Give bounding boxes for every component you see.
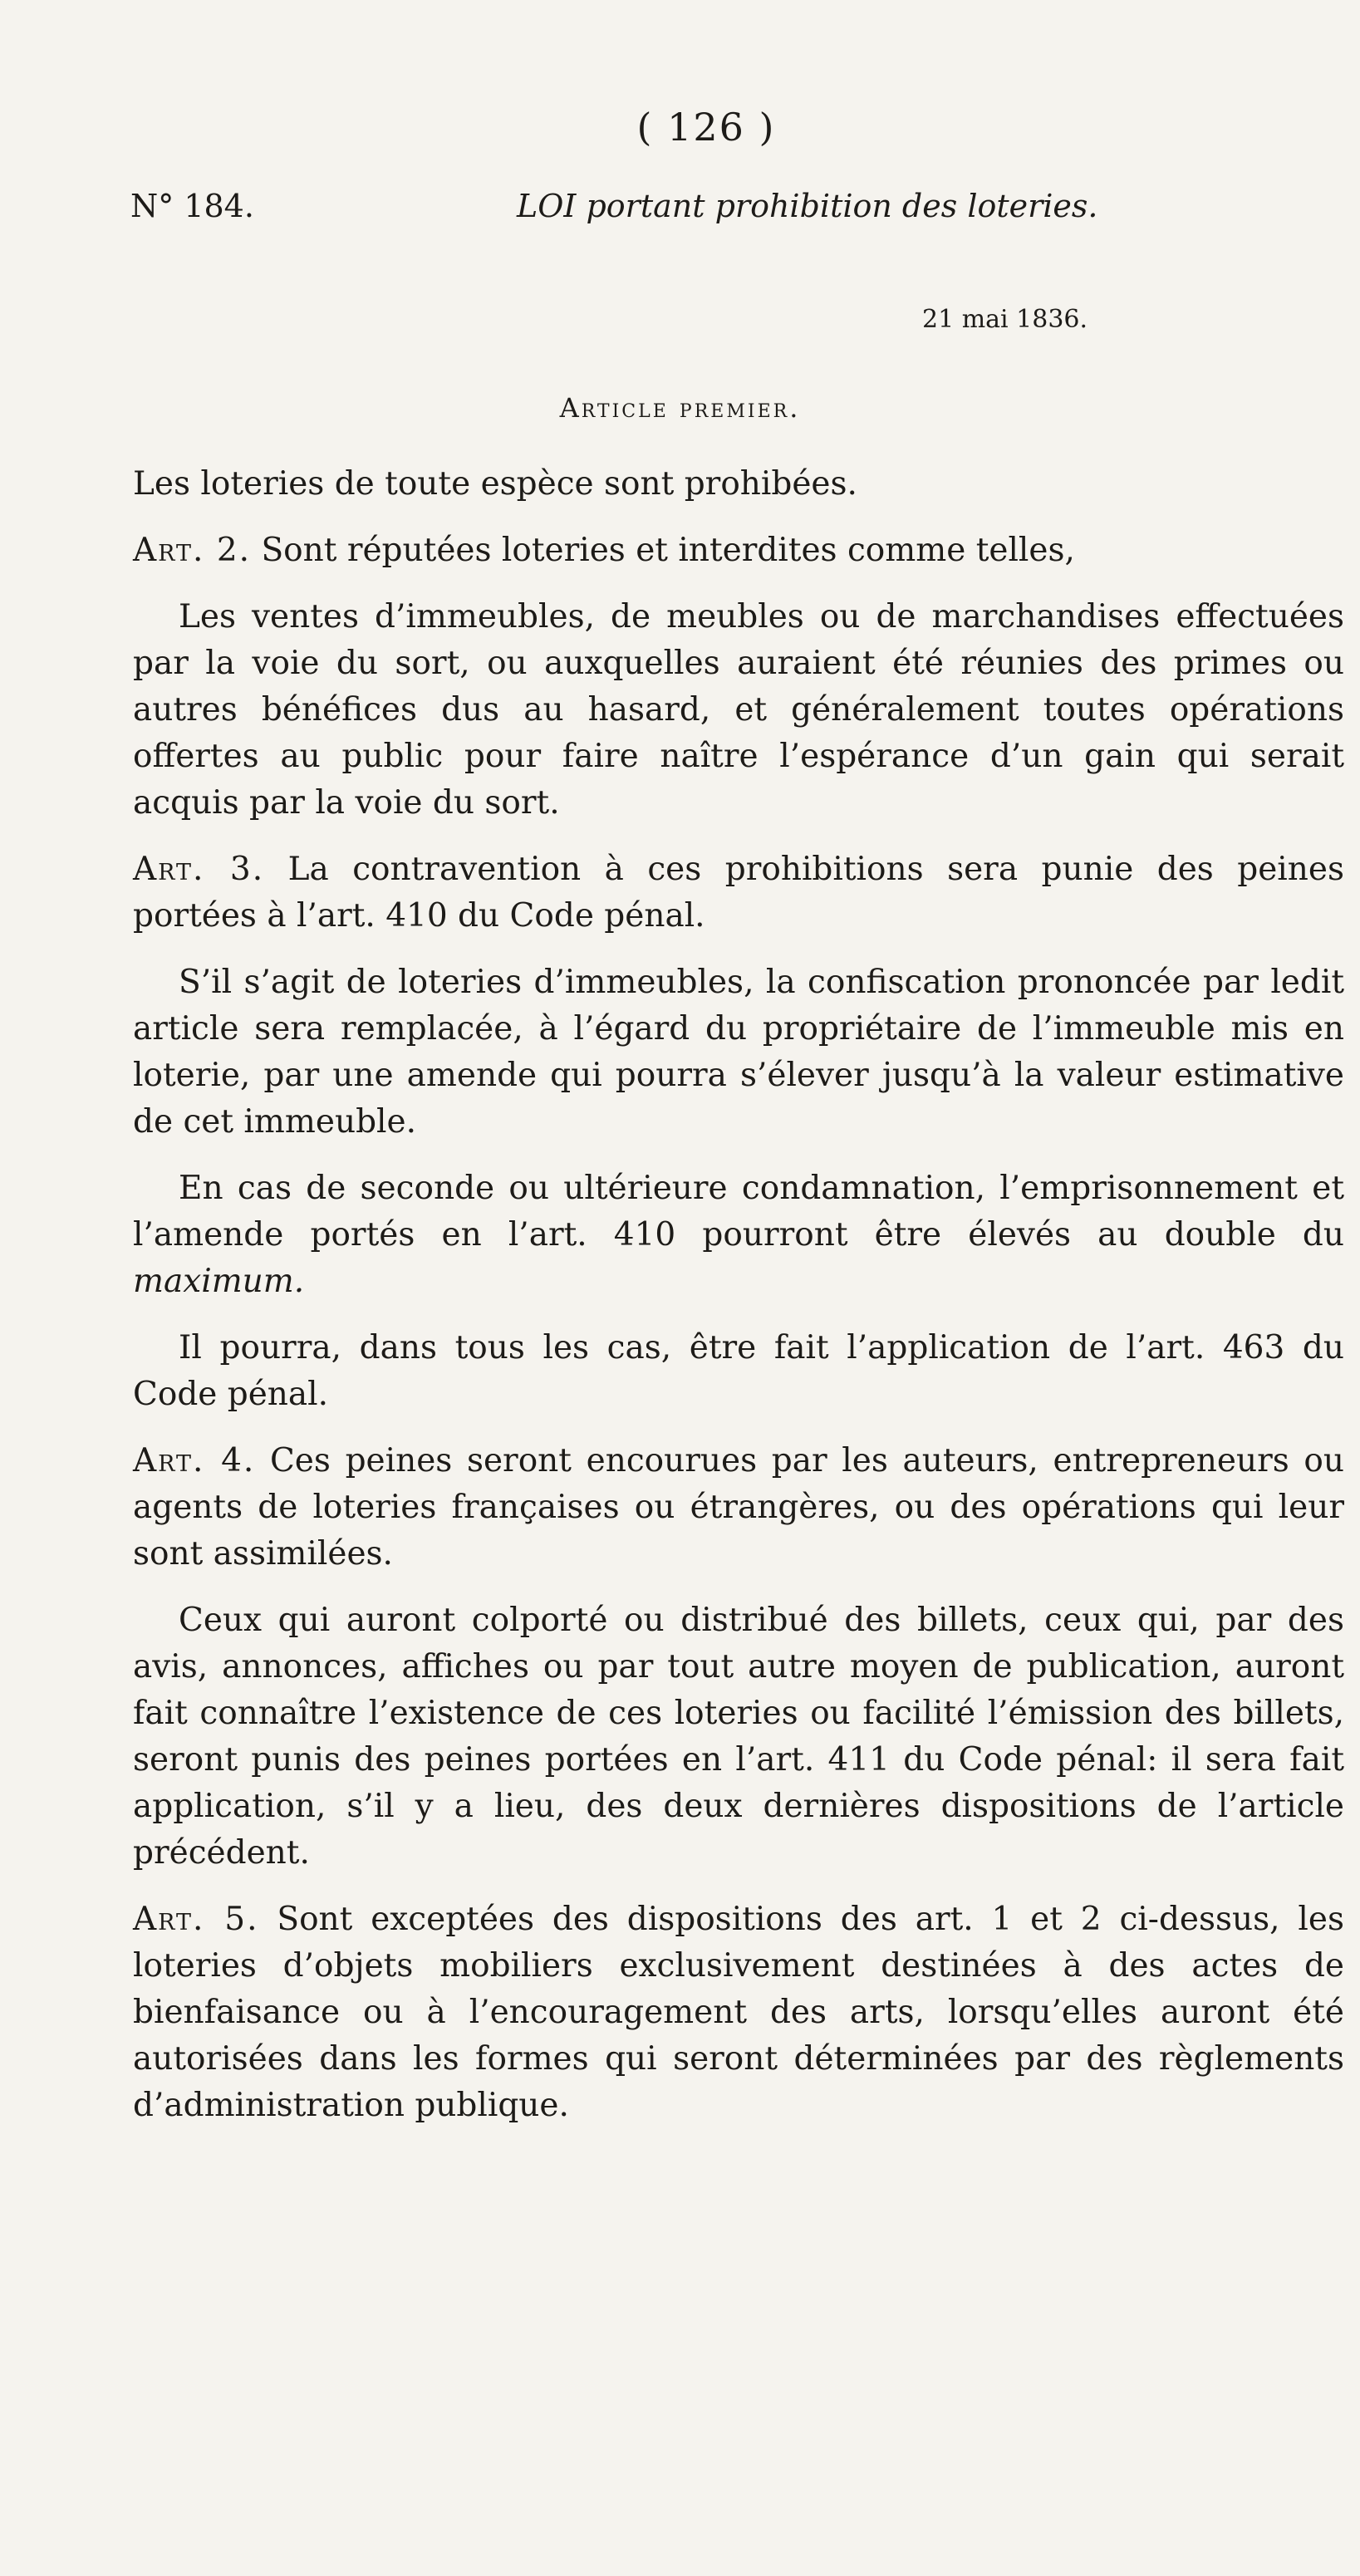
paragraph-text: Les ventes d’immeubles, de meubles ou de marchandises effectuées par la voie du sort, ou auxquelles auraient été réunies des primes ou autres bénéfices dus au hasard, et généralement toutes opérations offertes au public pour faire naître l’espérance d’un gain qui serait acquis par la voie du sort. xyxy=(133,598,1344,822)
law-title: LOI portant prohibition des loteries. xyxy=(517,188,1098,224)
italic-term: maximum. xyxy=(133,1263,305,1300)
paragraph xyxy=(133,594,1344,827)
paragraph-text: S’il s’agit de loteries d’immeubles, la confiscation prononcée par ledit article sera remplacée, à l’égard du propriétaire de l’immeuble mis en loterie, par une amende qui pourra s’élever jusqu’à la valeur estimative de cet immeuble. xyxy=(133,964,1344,1141)
law-number: N° 184. xyxy=(130,188,254,224)
paragraph xyxy=(133,1165,1344,1305)
paragraph xyxy=(133,959,1344,1146)
article-label: Art. 3. xyxy=(133,851,265,888)
paragraph-text: La contravention à ces prohibitions sera punie des peines portées à l’art. 410 du Code pénal. xyxy=(133,851,1344,935)
paragraph xyxy=(133,1325,1344,1418)
paragraph-text: Ceux qui auront colporté ou distribué des billets, ceux qui, par des avis, annonces, affiches ou par tout autre moyen de publication, auront fait connaître l’existence de ces loteries ou facilité l’émission des billets, seront punis des peines portées en l’art. 411 du Code pénal: il sera fait application, s’il y a lieu, des deux dernières dispositions de l’article précédent. xyxy=(133,1602,1344,1872)
paragraph xyxy=(133,1597,1344,1877)
paragraph-text: Les loteries de toute espèce sont prohibées. xyxy=(133,465,857,503)
paragraph-text: Ces peines seront encourues par les auteurs, entrepreneurs ou agents de loteries françaises ou étrangères, ou des opérations qui leur sont assimilées. xyxy=(133,1442,1344,1573)
article-heading: Article premier. xyxy=(559,392,801,424)
article-label: Art. 2. xyxy=(133,532,252,569)
article-label: Art. 4. xyxy=(133,1442,256,1479)
article-label: Art. 5. xyxy=(133,1901,259,1938)
paragraph xyxy=(133,461,1344,508)
paragraph-text: En cas de seconde ou ultérieure condamnation, l’emprisonnement et l’amende portés en l’art. 410 pourront être élevés au double du xyxy=(133,1170,1344,1254)
paragraph-text: Sont réputées loteries et interdites comme telles, xyxy=(261,532,1075,569)
paragraph-text: Il pourra, dans tous les cas, être fait l’application de l’art. 463 du Code pénal. xyxy=(133,1329,1344,1413)
paragraph xyxy=(133,846,1344,940)
paragraph xyxy=(133,527,1344,574)
paragraph xyxy=(133,1896,1344,2129)
law-date: 21 mai 1836. xyxy=(922,305,1088,334)
paragraph xyxy=(133,1438,1344,1577)
law-body xyxy=(133,461,1344,2149)
law-header xyxy=(79,188,1325,224)
paragraph-text: Sont exceptées des dispositions des art. 1 et 2 ci-dessus, les loteries d’objets mobiliers exclusivement destinées à des actes de bienfaisance ou à l’encouragement des arts, lorsqu’elles auront été autorisées dans les formes qui seront déterminées par des règlements d’administration publique. xyxy=(133,1901,1344,2124)
page-number: ( 126 ) xyxy=(636,105,776,150)
